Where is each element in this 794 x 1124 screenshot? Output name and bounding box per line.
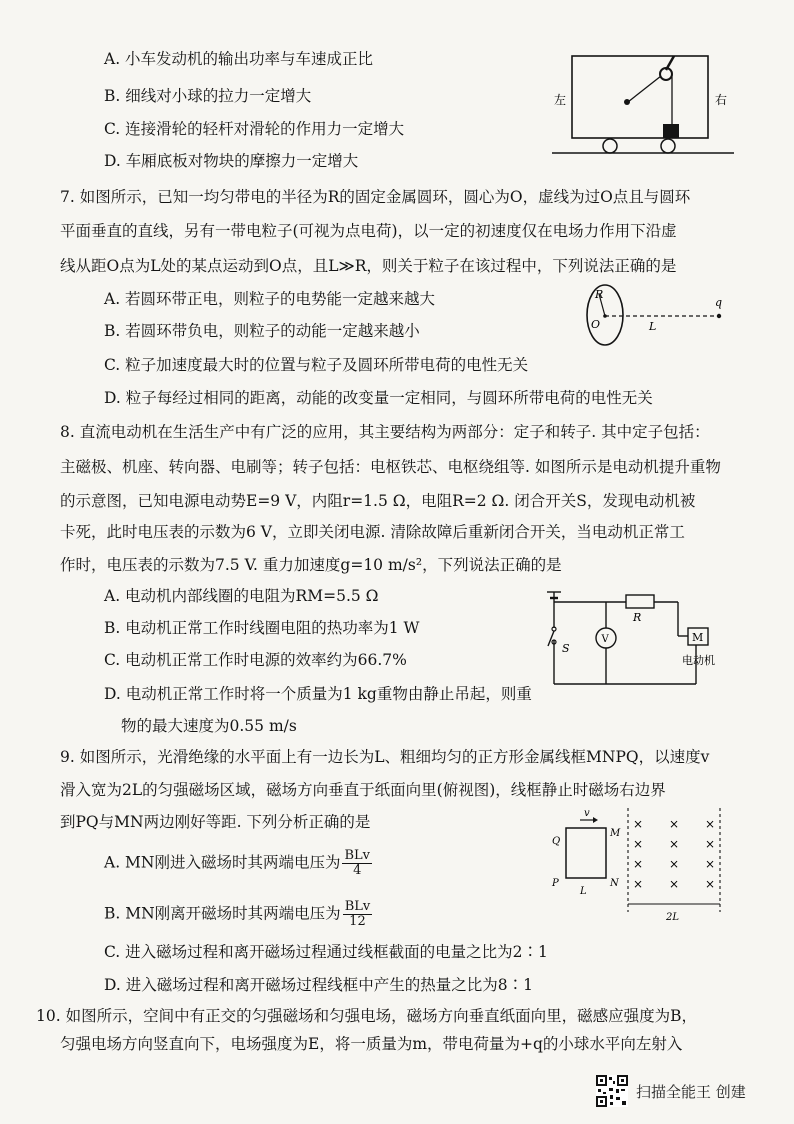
q6-option-b: B. 细线对小球的拉力一定增大 — [104, 87, 312, 105]
field-cross-icon: × — [669, 857, 680, 871]
q9-stem-line-3: 到PQ与MN两边刚好等距. 下列分析正确的是 — [60, 813, 371, 831]
q9-option-c: C. 进入磁场过程和离开磁场过程通过线框截面的电量之比为2∶1 — [104, 943, 548, 961]
fraction-denominator: 12 — [349, 914, 366, 929]
q8-circuit-figure — [538, 580, 728, 694]
vertex-m-label: M — [610, 828, 621, 839]
right-label: 右 — [715, 93, 728, 107]
q9-field-figure — [540, 806, 730, 930]
q7-option-d: D. 粒子每经过相同的距离，动能的改变量一定相同，与圆环所带电荷的电性无关 — [104, 389, 653, 407]
qr-code-icon — [596, 1075, 628, 1107]
field-width-label: 2L — [666, 912, 680, 923]
field-cross-icon: × — [633, 817, 644, 831]
q7-option-b: B. 若圆环带负电，则粒子的动能一定越来越小 — [104, 322, 420, 340]
q8-option-c: C. 电动机正常工作时电源的效率约为66.7% — [104, 651, 407, 669]
q9-option-a-text: A. MN刚进入磁场时其两端电压为 — [104, 853, 341, 872]
q9-option-a — [104, 849, 372, 878]
q7-stem-line-2: 平面垂直的直线，另有一带电粒子(可视为点电荷)，以一定的初速度仅在电场力作用下沿虚 — [60, 222, 677, 240]
field-cross-icon: × — [705, 877, 716, 891]
resistor-label: R — [633, 611, 642, 624]
switch-label: S — [562, 642, 570, 655]
q8-option-b: B. 电动机正常工作时线圈电阻的热功率为1 W — [104, 619, 420, 637]
vertex-n-label: N — [610, 878, 619, 889]
vertex-p-label: P — [552, 878, 559, 889]
vertex-q-label: Q — [552, 836, 561, 847]
field-cross-icon: × — [705, 837, 716, 851]
voltmeter-label: V — [601, 634, 609, 645]
field-cross-icon: × — [633, 877, 644, 891]
side-length-label: L — [580, 886, 587, 897]
field-cross-icon: × — [633, 837, 644, 851]
q8-option-d-continued: 物的最大速度为0.55 m/s — [121, 717, 297, 735]
left-label: 左 — [554, 93, 567, 107]
q7-stem-line-1: 7. 如图所示，已知一均匀带电的半径为R的固定金属圆环，圆心为O，虚线为过O点且与圆环 — [60, 188, 691, 206]
field-cross-icon: × — [669, 837, 680, 851]
watermark-text: 扫描全能王 创建 — [636, 1082, 746, 1101]
q6-option-a: A. 小车发动机的输出功率与车速成正比 — [104, 50, 374, 68]
q7-stem-line-3: 线从距O点为L处的某点运动到O点，且L≫R，则关于粒子在该过程中，下列说法正确的是 — [60, 257, 677, 275]
motor-symbol: M — [692, 631, 704, 644]
q8-stem-line-1: 8. 直流电动机在生活生产中有广泛的应用，其主要结构为两部分：定子和转子. 其中定子包括： — [60, 423, 710, 441]
q7-ring-figure — [575, 282, 735, 356]
q8-stem-line-5: 作时，电压表的示数为7.5 V. 重力加速度g=10 m/s²，下列说法正确的是 — [60, 556, 562, 574]
q6-option-d: D. 车厢底板对物块的摩擦力一定增大 — [104, 152, 359, 170]
q9-option-d: D. 进入磁场过程和离开磁场过程线框中产生的热量之比为8∶1 — [104, 976, 533, 994]
field-cross-icon: × — [633, 857, 644, 871]
fraction-numerator: BLv — [344, 899, 371, 914]
q10-stem-line-1: 10. 如图所示，空间中有正交的匀强磁场和匀强电场，磁场方向垂直纸面向里，磁感应强度为B， — [36, 1007, 697, 1025]
scanner-watermark — [596, 1075, 746, 1107]
field-cross-icon: × — [705, 817, 716, 831]
magnetic-field-crosses — [633, 817, 715, 891]
q7-option-c: C. 粒子加速度最大时的位置与粒子及圆环所带电荷的电性无关 — [104, 356, 529, 374]
q10-stem-line-2: 匀强电场方向竖直向下，电场强度为E，将一质量为m，带电荷量为+q的小球水平向左射入 — [60, 1035, 683, 1053]
field-cross-icon: × — [705, 857, 716, 871]
fraction-numerator: BLv — [344, 848, 371, 863]
q9-stem-line-1: 9. 如图所示，光滑绝缘的水平面上有一边长为L、粗细均匀的正方形金属线框MNPQ，以速度v — [60, 748, 710, 766]
q6-option-c: C. 连接滑轮的轻杆对滑轮的作用力一定增大 — [104, 120, 405, 138]
q7-option-a: A. 若圆环带正电，则粒子的电势能一定越来越大 — [104, 290, 436, 308]
ring-radius-label: R — [595, 288, 604, 301]
charge-label: q — [715, 296, 723, 309]
fraction-denominator: 4 — [353, 863, 362, 878]
q8-stem-line-2: 主磁极、机座、转向器、电刷等；转子包括：电枢铁芯、电枢绕组等. 如图所示是电动机提升重物 — [60, 458, 721, 476]
q9-option-a-fraction — [342, 849, 372, 878]
q8-option-a: A. 电动机内部线圈的电阻为RM=5.5 Ω — [104, 587, 379, 605]
q9-stem-line-2: 滑入宽为2L的匀强磁场区域，磁场方向垂直于纸面向里(俯视图)，线框静止时磁场右边界 — [60, 781, 666, 799]
field-cross-icon: × — [669, 817, 680, 831]
ring-center-label: O — [591, 318, 601, 331]
distance-label: L — [649, 320, 657, 333]
q6-cart-figure — [548, 52, 738, 166]
velocity-label: v — [584, 808, 590, 819]
q8-option-d: D. 电动机正常工作时将一个质量为1 kg重物由静止吊起，则重 — [104, 685, 532, 703]
field-cross-icon: × — [669, 877, 680, 891]
q8-stem-line-3: 的示意图，已知电源电动势E=9 V，内阻r=1.5 Ω，电阻R=2 Ω. 闭合开关S，发现电动机被 — [60, 492, 696, 510]
q9-option-b-text: B. MN刚离开磁场时其两端电压为 — [104, 904, 341, 923]
q8-stem-line-4: 卡死，此时电压表的示数为6 V，立即关闭电源. 清除故障后重新闭合开关，当电动机正常工 — [60, 523, 685, 541]
q9-option-b-fraction — [343, 900, 373, 929]
q9-option-b — [104, 900, 372, 929]
motor-label: 电动机 — [682, 654, 715, 667]
